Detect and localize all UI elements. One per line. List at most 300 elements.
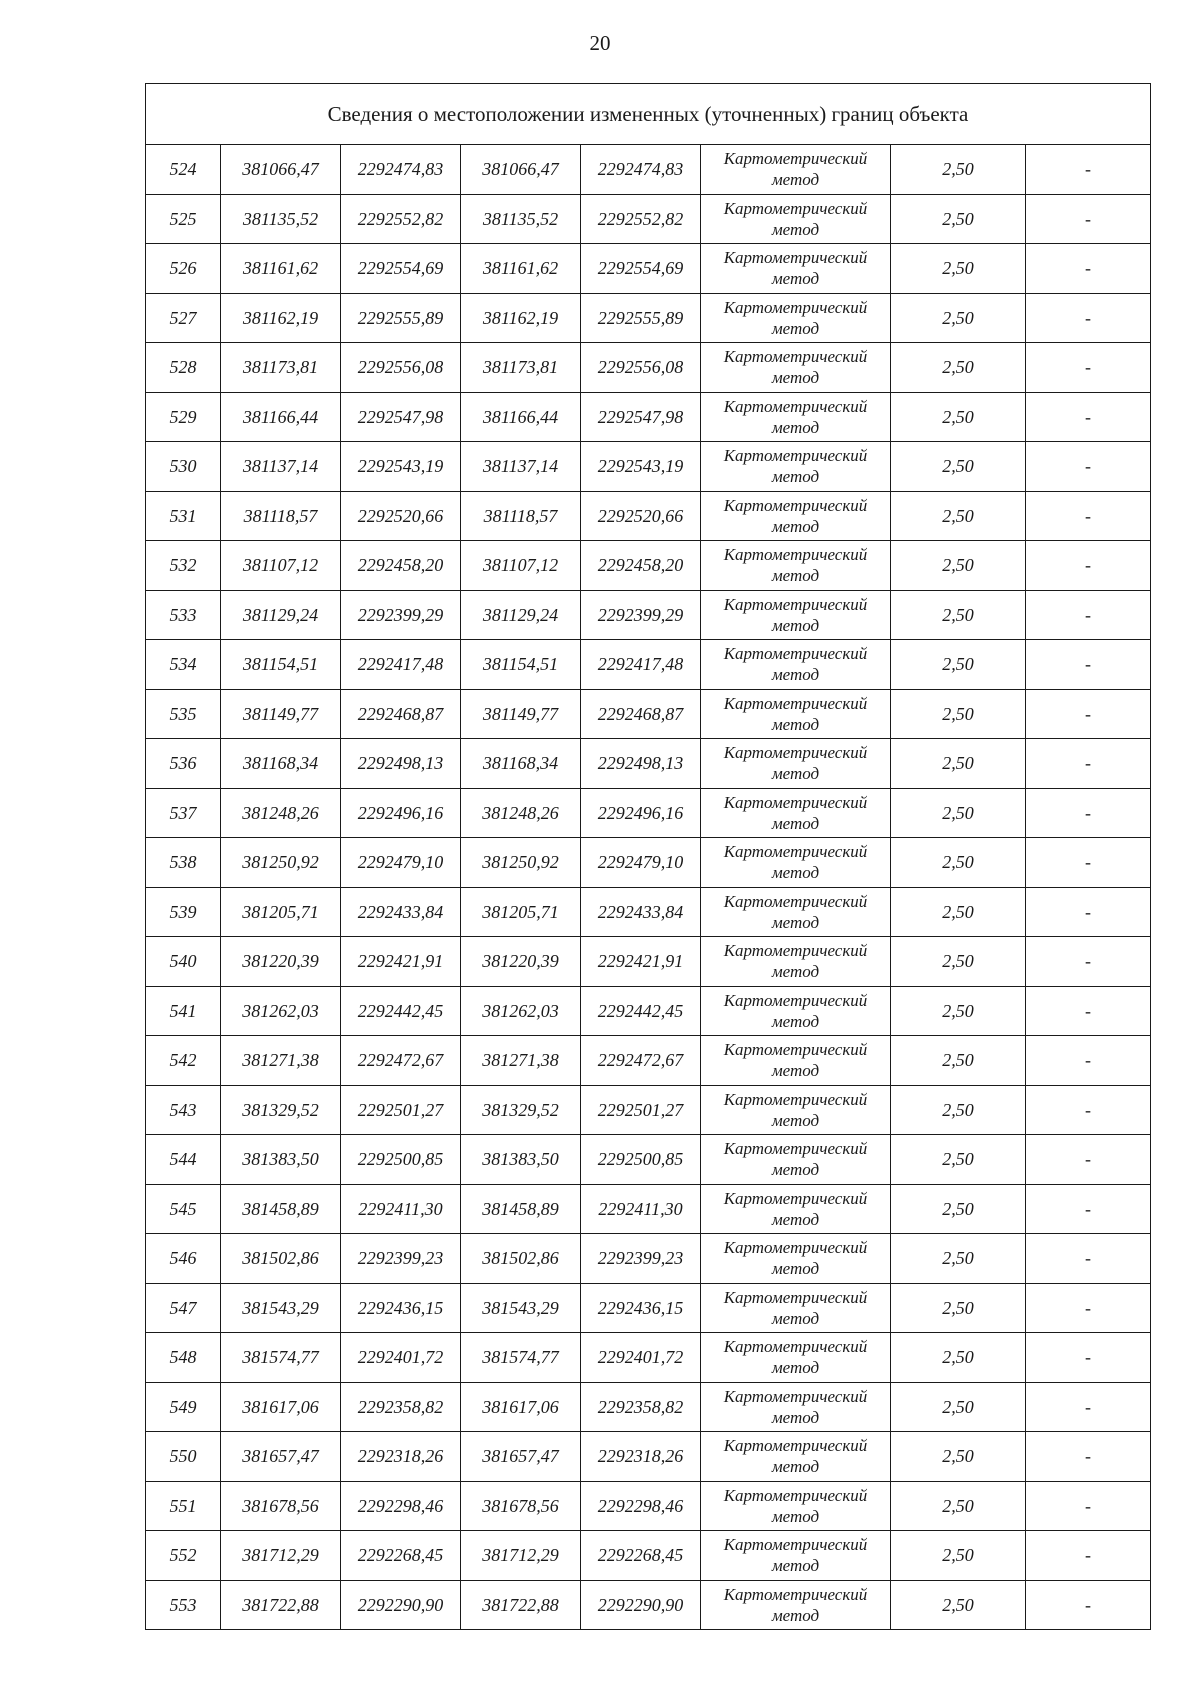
point-number-cell: 533 xyxy=(146,590,221,640)
y-new-cell: 2292318,26 xyxy=(581,1432,701,1482)
y-old-cell: 2292433,84 xyxy=(341,887,461,937)
method-text-line1: Картометрический xyxy=(723,743,868,763)
table-row xyxy=(146,1184,1151,1234)
point-number-cell: 539 xyxy=(146,887,221,937)
accuracy-cell: 2,50 xyxy=(891,442,1026,492)
table-row xyxy=(146,541,1151,591)
y-old-cell: 2292401,72 xyxy=(341,1333,461,1383)
method-text-line2: метод xyxy=(771,1556,820,1576)
y-old-cell: 2292421,91 xyxy=(341,937,461,987)
point-number-cell: 526 xyxy=(146,244,221,294)
x-old-cell: 381329,52 xyxy=(221,1085,341,1135)
x-old-cell: 381173,81 xyxy=(221,343,341,393)
method-text-line2: метод xyxy=(771,863,820,883)
method-cell xyxy=(701,442,891,492)
method-text-line2: метод xyxy=(771,368,820,388)
x-new-cell: 381137,14 xyxy=(461,442,581,492)
table-row xyxy=(146,145,1151,195)
method-text-line1: Картометрический xyxy=(723,1535,868,1555)
table-row xyxy=(146,689,1151,739)
point-number-cell: 541 xyxy=(146,986,221,1036)
accuracy-cell: 2,50 xyxy=(891,1531,1026,1581)
accuracy-cell: 2,50 xyxy=(891,1085,1026,1135)
table-row xyxy=(146,640,1151,690)
y-new-cell: 2292552,82 xyxy=(581,194,701,244)
x-new-cell: 381129,24 xyxy=(461,590,581,640)
method-cell xyxy=(701,1085,891,1135)
y-new-cell: 2292498,13 xyxy=(581,739,701,789)
table-row xyxy=(146,1283,1151,1333)
note-cell: - xyxy=(1026,244,1151,294)
y-old-cell: 2292520,66 xyxy=(341,491,461,541)
method-text-line1: Картометрический xyxy=(723,1436,868,1456)
y-old-cell: 2292399,23 xyxy=(341,1234,461,1284)
note-cell: - xyxy=(1026,1184,1151,1234)
x-old-cell: 381166,44 xyxy=(221,392,341,442)
point-number-cell: 532 xyxy=(146,541,221,591)
table-row xyxy=(146,1580,1151,1630)
x-new-cell: 381248,26 xyxy=(461,788,581,838)
y-old-cell: 2292442,45 xyxy=(341,986,461,1036)
method-text-line1: Картометрический xyxy=(723,594,868,614)
note-cell: - xyxy=(1026,640,1151,690)
x-new-cell: 381712,29 xyxy=(461,1531,581,1581)
x-old-cell: 381149,77 xyxy=(221,689,341,739)
method-cell xyxy=(701,1481,891,1531)
note-cell: - xyxy=(1026,838,1151,888)
x-new-cell: 381574,77 xyxy=(461,1333,581,1383)
method-text-line1: Картометрический xyxy=(723,347,868,367)
y-old-cell: 2292318,26 xyxy=(341,1432,461,1482)
table-row xyxy=(146,1382,1151,1432)
accuracy-cell: 2,50 xyxy=(891,590,1026,640)
y-new-cell: 2292500,85 xyxy=(581,1135,701,1185)
x-old-cell: 381118,57 xyxy=(221,491,341,541)
method-cell xyxy=(701,887,891,937)
x-new-cell: 381168,34 xyxy=(461,739,581,789)
table-row xyxy=(146,1135,1151,1185)
point-number-cell: 544 xyxy=(146,1135,221,1185)
method-cell xyxy=(701,937,891,987)
y-new-cell: 2292417,48 xyxy=(581,640,701,690)
table-row xyxy=(146,392,1151,442)
method-cell xyxy=(701,1036,891,1086)
note-cell: - xyxy=(1026,1580,1151,1630)
table-row xyxy=(146,788,1151,838)
y-old-cell: 2292411,30 xyxy=(341,1184,461,1234)
x-new-cell: 381722,88 xyxy=(461,1580,581,1630)
y-new-cell: 2292298,46 xyxy=(581,1481,701,1531)
note-cell: - xyxy=(1026,145,1151,195)
method-text-line2: метод xyxy=(771,467,820,487)
y-new-cell: 2292411,30 xyxy=(581,1184,701,1234)
method-text-line1: Картометрический xyxy=(723,1188,868,1208)
accuracy-cell: 2,50 xyxy=(891,1481,1026,1531)
x-new-cell: 381161,62 xyxy=(461,244,581,294)
y-old-cell: 2292468,87 xyxy=(341,689,461,739)
y-old-cell: 2292458,20 xyxy=(341,541,461,591)
x-old-cell: 381135,52 xyxy=(221,194,341,244)
accuracy-cell: 2,50 xyxy=(891,1333,1026,1383)
y-new-cell: 2292421,91 xyxy=(581,937,701,987)
point-number-cell: 527 xyxy=(146,293,221,343)
method-text-line2: метод xyxy=(771,764,820,784)
method-text-line1: Картометрический xyxy=(723,693,868,713)
y-new-cell: 2292555,89 xyxy=(581,293,701,343)
x-new-cell: 381678,56 xyxy=(461,1481,581,1531)
x-old-cell: 381066,47 xyxy=(221,145,341,195)
point-number-cell: 549 xyxy=(146,1382,221,1432)
table-row xyxy=(146,887,1151,937)
accuracy-cell: 2,50 xyxy=(891,491,1026,541)
x-old-cell: 381678,56 xyxy=(221,1481,341,1531)
x-new-cell: 381262,03 xyxy=(461,986,581,1036)
method-text-line1: Картометрический xyxy=(723,396,868,416)
note-cell: - xyxy=(1026,739,1151,789)
table-body xyxy=(146,84,1151,1630)
note-cell: - xyxy=(1026,1333,1151,1383)
point-number-cell: 525 xyxy=(146,194,221,244)
table-row xyxy=(146,1234,1151,1284)
x-old-cell: 381502,86 xyxy=(221,1234,341,1284)
x-new-cell: 381166,44 xyxy=(461,392,581,442)
accuracy-cell: 2,50 xyxy=(891,1580,1026,1630)
note-cell: - xyxy=(1026,1036,1151,1086)
point-number-cell: 542 xyxy=(146,1036,221,1086)
x-old-cell: 381722,88 xyxy=(221,1580,341,1630)
point-number-cell: 550 xyxy=(146,1432,221,1482)
x-old-cell: 381162,19 xyxy=(221,293,341,343)
x-old-cell: 381154,51 xyxy=(221,640,341,690)
accuracy-cell: 2,50 xyxy=(891,392,1026,442)
table-row xyxy=(146,1432,1151,1482)
accuracy-cell: 2,50 xyxy=(891,1234,1026,1284)
y-old-cell: 2292498,13 xyxy=(341,739,461,789)
y-new-cell: 2292399,29 xyxy=(581,590,701,640)
x-new-cell: 381543,29 xyxy=(461,1283,581,1333)
table-row xyxy=(146,491,1151,541)
accuracy-cell: 2,50 xyxy=(891,1135,1026,1185)
boundary-coordinates-table xyxy=(145,83,1151,1630)
accuracy-cell: 2,50 xyxy=(891,541,1026,591)
x-new-cell: 381250,92 xyxy=(461,838,581,888)
x-new-cell: 381220,39 xyxy=(461,937,581,987)
method-text-line1: Картометрический xyxy=(723,1584,868,1604)
x-old-cell: 381248,26 xyxy=(221,788,341,838)
method-text-line1: Картометрический xyxy=(723,842,868,862)
method-text-line1: Картометрический xyxy=(723,990,868,1010)
x-old-cell: 381574,77 xyxy=(221,1333,341,1383)
method-text-line2: метод xyxy=(771,1061,820,1081)
y-new-cell: 2292543,19 xyxy=(581,442,701,492)
accuracy-cell: 2,50 xyxy=(891,887,1026,937)
point-number-cell: 524 xyxy=(146,145,221,195)
method-text-line2: метод xyxy=(771,1308,820,1328)
method-text-line2: метод xyxy=(771,318,820,338)
x-old-cell: 381657,47 xyxy=(221,1432,341,1482)
method-text-line1: Картометрический xyxy=(723,1287,868,1307)
y-old-cell: 2292290,90 xyxy=(341,1580,461,1630)
point-number-cell: 552 xyxy=(146,1531,221,1581)
method-cell xyxy=(701,689,891,739)
accuracy-cell: 2,50 xyxy=(891,838,1026,888)
method-text-line1: Картометрический xyxy=(723,297,868,317)
y-new-cell: 2292399,23 xyxy=(581,1234,701,1284)
y-new-cell: 2292436,15 xyxy=(581,1283,701,1333)
table-row xyxy=(146,1085,1151,1135)
y-new-cell: 2292520,66 xyxy=(581,491,701,541)
y-old-cell: 2292552,82 xyxy=(341,194,461,244)
method-cell xyxy=(701,1432,891,1482)
note-cell: - xyxy=(1026,541,1151,591)
y-old-cell: 2292436,15 xyxy=(341,1283,461,1333)
accuracy-cell: 2,50 xyxy=(891,937,1026,987)
accuracy-cell: 2,50 xyxy=(891,689,1026,739)
method-cell xyxy=(701,1234,891,1284)
method-text-line2: метод xyxy=(771,912,820,932)
point-number-cell: 531 xyxy=(146,491,221,541)
note-cell: - xyxy=(1026,392,1151,442)
y-old-cell: 2292556,08 xyxy=(341,343,461,393)
point-number-cell: 543 xyxy=(146,1085,221,1135)
method-text-line1: Картометрический xyxy=(723,446,868,466)
method-text-line2: метод xyxy=(771,962,820,982)
table-row xyxy=(146,739,1151,789)
y-old-cell: 2292298,46 xyxy=(341,1481,461,1531)
x-old-cell: 381107,12 xyxy=(221,541,341,591)
y-new-cell: 2292474,83 xyxy=(581,145,701,195)
point-number-cell: 536 xyxy=(146,739,221,789)
y-old-cell: 2292358,82 xyxy=(341,1382,461,1432)
table-row xyxy=(146,1531,1151,1581)
x-new-cell: 381149,77 xyxy=(461,689,581,739)
method-text-line2: метод xyxy=(771,1110,820,1130)
method-text-line2: метод xyxy=(771,1506,820,1526)
method-text-line1: Картометрический xyxy=(723,941,868,961)
method-text-line1: Картометрический xyxy=(723,248,868,268)
method-cell xyxy=(701,392,891,442)
note-cell: - xyxy=(1026,1085,1151,1135)
method-cell xyxy=(701,1135,891,1185)
method-text-line1: Картометрический xyxy=(723,149,868,169)
y-new-cell: 2292401,72 xyxy=(581,1333,701,1383)
method-cell xyxy=(701,145,891,195)
method-cell xyxy=(701,640,891,690)
method-text-line2: метод xyxy=(771,170,820,190)
x-new-cell: 381617,06 xyxy=(461,1382,581,1432)
x-old-cell: 381137,14 xyxy=(221,442,341,492)
accuracy-cell: 2,50 xyxy=(891,986,1026,1036)
y-new-cell: 2292496,16 xyxy=(581,788,701,838)
point-number-cell: 540 xyxy=(146,937,221,987)
accuracy-cell: 2,50 xyxy=(891,1432,1026,1482)
x-new-cell: 381271,38 xyxy=(461,1036,581,1086)
x-new-cell: 381205,71 xyxy=(461,887,581,937)
note-cell: - xyxy=(1026,1283,1151,1333)
table-row xyxy=(146,838,1151,888)
y-new-cell: 2292458,20 xyxy=(581,541,701,591)
method-text-line1: Картометрический xyxy=(723,1238,868,1258)
point-number-cell: 545 xyxy=(146,1184,221,1234)
y-new-cell: 2292547,98 xyxy=(581,392,701,442)
x-new-cell: 381066,47 xyxy=(461,145,581,195)
table-row xyxy=(146,1036,1151,1086)
method-text-line2: метод xyxy=(771,417,820,437)
method-text-line2: метод xyxy=(771,516,820,536)
method-text-line1: Картометрический xyxy=(723,198,868,218)
method-text-line2: метод xyxy=(771,1160,820,1180)
x-old-cell: 381712,29 xyxy=(221,1531,341,1581)
point-number-cell: 538 xyxy=(146,838,221,888)
point-number-cell: 548 xyxy=(146,1333,221,1383)
note-cell: - xyxy=(1026,788,1151,838)
y-old-cell: 2292472,67 xyxy=(341,1036,461,1086)
point-number-cell: 530 xyxy=(146,442,221,492)
method-text-line1: Картометрический xyxy=(723,1089,868,1109)
x-new-cell: 381173,81 xyxy=(461,343,581,393)
table-row xyxy=(146,244,1151,294)
method-text-line2: метод xyxy=(771,269,820,289)
method-text-line2: метод xyxy=(771,1209,820,1229)
y-new-cell: 2292479,10 xyxy=(581,838,701,888)
method-cell xyxy=(701,838,891,888)
note-cell: - xyxy=(1026,442,1151,492)
note-cell: - xyxy=(1026,1382,1151,1432)
method-cell xyxy=(701,788,891,838)
x-new-cell: 381383,50 xyxy=(461,1135,581,1185)
method-cell xyxy=(701,244,891,294)
y-old-cell: 2292399,29 xyxy=(341,590,461,640)
method-cell xyxy=(701,343,891,393)
method-text-line2: метод xyxy=(771,1259,820,1279)
x-new-cell: 381657,47 xyxy=(461,1432,581,1482)
x-new-cell: 381107,12 xyxy=(461,541,581,591)
method-text-line2: метод xyxy=(771,1358,820,1378)
accuracy-cell: 2,50 xyxy=(891,1283,1026,1333)
point-number-cell: 528 xyxy=(146,343,221,393)
method-cell xyxy=(701,194,891,244)
note-cell: - xyxy=(1026,937,1151,987)
note-cell: - xyxy=(1026,689,1151,739)
method-text-line1: Картометрический xyxy=(723,495,868,515)
point-number-cell: 534 xyxy=(146,640,221,690)
x-new-cell: 381458,89 xyxy=(461,1184,581,1234)
method-cell xyxy=(701,1184,891,1234)
y-old-cell: 2292268,45 xyxy=(341,1531,461,1581)
y-old-cell: 2292543,19 xyxy=(341,442,461,492)
method-cell xyxy=(701,1531,891,1581)
y-old-cell: 2292547,98 xyxy=(341,392,461,442)
page-number: 20 xyxy=(589,31,611,55)
method-text-line1: Картометрический xyxy=(723,644,868,664)
table-row xyxy=(146,937,1151,987)
method-text-line2: метод xyxy=(771,615,820,635)
method-cell xyxy=(701,1382,891,1432)
point-number-cell: 553 xyxy=(146,1580,221,1630)
note-cell: - xyxy=(1026,1234,1151,1284)
y-old-cell: 2292554,69 xyxy=(341,244,461,294)
note-cell: - xyxy=(1026,491,1151,541)
note-cell: - xyxy=(1026,590,1151,640)
note-cell: - xyxy=(1026,1531,1151,1581)
y-new-cell: 2292556,08 xyxy=(581,343,701,393)
x-old-cell: 381205,71 xyxy=(221,887,341,937)
y-old-cell: 2292479,10 xyxy=(341,838,461,888)
y-new-cell: 2292268,45 xyxy=(581,1531,701,1581)
x-old-cell: 381168,34 xyxy=(221,739,341,789)
x-old-cell: 381383,50 xyxy=(221,1135,341,1185)
x-old-cell: 381250,92 xyxy=(221,838,341,888)
point-number-cell: 546 xyxy=(146,1234,221,1284)
note-cell: - xyxy=(1026,986,1151,1036)
x-new-cell: 381118,57 xyxy=(461,491,581,541)
table-title-row xyxy=(146,84,1151,145)
y-new-cell: 2292290,90 xyxy=(581,1580,701,1630)
table-row xyxy=(146,1333,1151,1383)
x-old-cell: 381617,06 xyxy=(221,1382,341,1432)
y-old-cell: 2292474,83 xyxy=(341,145,461,195)
method-text-line2: метод xyxy=(771,1011,820,1031)
table-row xyxy=(146,442,1151,492)
table-row xyxy=(146,343,1151,393)
method-text-line1: Картометрический xyxy=(723,545,868,565)
note-cell: - xyxy=(1026,1481,1151,1531)
method-text-line1: Картометрический xyxy=(723,1139,868,1159)
accuracy-cell: 2,50 xyxy=(891,1036,1026,1086)
method-cell xyxy=(701,541,891,591)
x-old-cell: 381262,03 xyxy=(221,986,341,1036)
point-number-cell: 547 xyxy=(146,1283,221,1333)
table-row xyxy=(146,1481,1151,1531)
x-new-cell: 381329,52 xyxy=(461,1085,581,1135)
x-old-cell: 381161,62 xyxy=(221,244,341,294)
method-text-line2: метод xyxy=(771,566,820,586)
accuracy-cell: 2,50 xyxy=(891,1184,1026,1234)
y-new-cell: 2292433,84 xyxy=(581,887,701,937)
method-cell xyxy=(701,739,891,789)
note-cell: - xyxy=(1026,343,1151,393)
method-text-line1: Картометрический xyxy=(723,1337,868,1357)
accuracy-cell: 2,50 xyxy=(891,145,1026,195)
point-number-cell: 529 xyxy=(146,392,221,442)
method-text-line2: метод xyxy=(771,714,820,734)
y-new-cell: 2292472,67 xyxy=(581,1036,701,1086)
method-cell xyxy=(701,590,891,640)
x-old-cell: 381220,39 xyxy=(221,937,341,987)
accuracy-cell: 2,50 xyxy=(891,739,1026,789)
method-text-line2: метод xyxy=(771,219,820,239)
accuracy-cell: 2,50 xyxy=(891,640,1026,690)
x-old-cell: 381458,89 xyxy=(221,1184,341,1234)
x-old-cell: 381271,38 xyxy=(221,1036,341,1086)
y-new-cell: 2292554,69 xyxy=(581,244,701,294)
method-cell xyxy=(701,293,891,343)
table-title: Сведения о местоположении измененных (уточненных) границ объекта xyxy=(146,84,1151,145)
point-number-cell: 537 xyxy=(146,788,221,838)
accuracy-cell: 2,50 xyxy=(891,788,1026,838)
table-row xyxy=(146,590,1151,640)
accuracy-cell: 2,50 xyxy=(891,244,1026,294)
y-old-cell: 2292417,48 xyxy=(341,640,461,690)
x-new-cell: 381162,19 xyxy=(461,293,581,343)
y-new-cell: 2292442,45 xyxy=(581,986,701,1036)
method-text-line1: Картометрический xyxy=(723,891,868,911)
note-cell: - xyxy=(1026,1135,1151,1185)
method-text-line2: метод xyxy=(771,1407,820,1427)
method-text-line1: Картометрический xyxy=(723,1485,868,1505)
method-cell xyxy=(701,986,891,1036)
accuracy-cell: 2,50 xyxy=(891,1382,1026,1432)
